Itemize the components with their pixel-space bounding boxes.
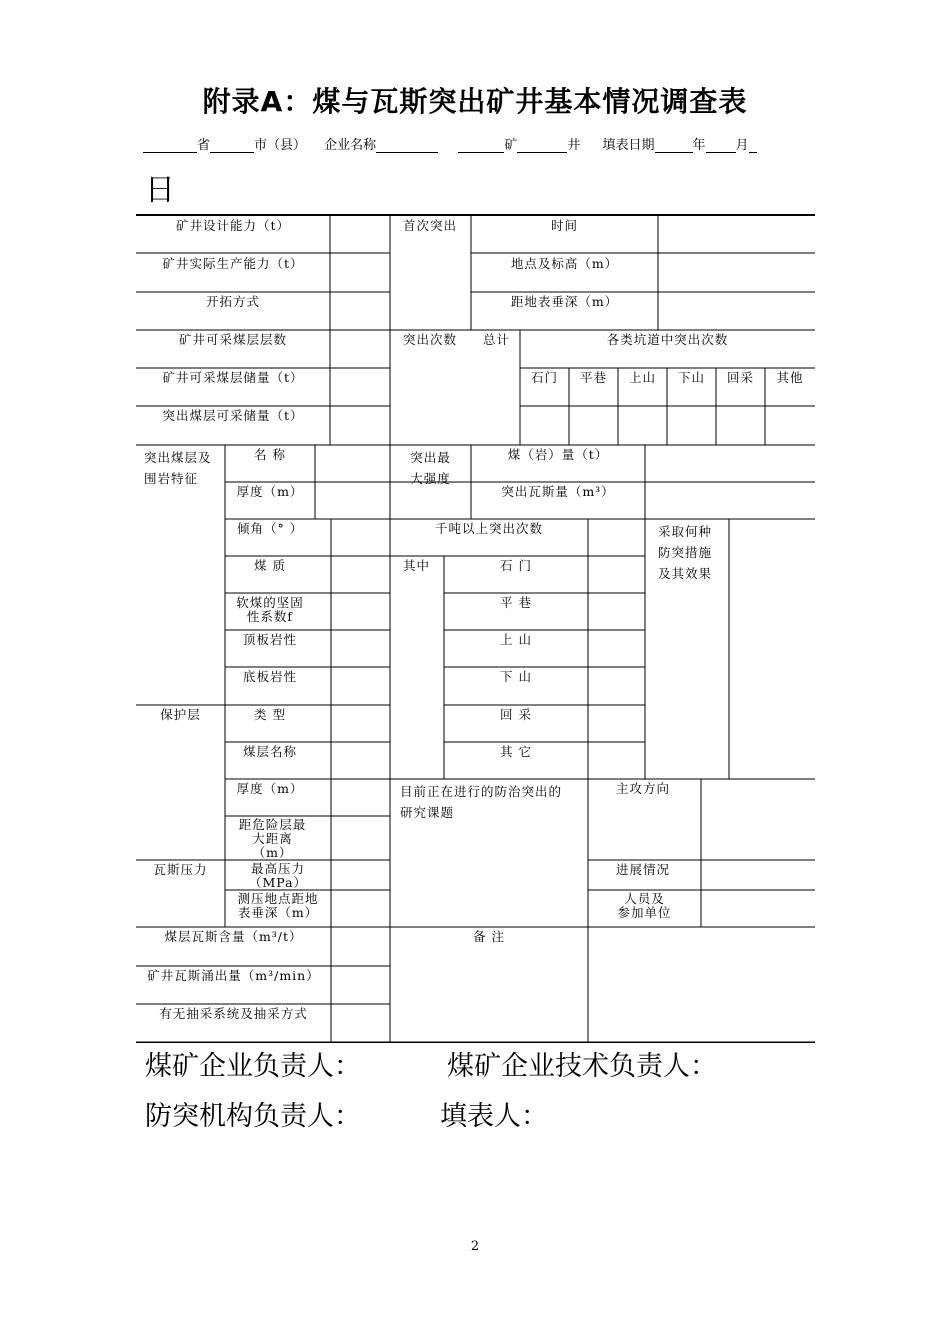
gas-pressure-label: 瓦斯压力 <box>153 862 208 877</box>
max-distance-line3: （m） <box>252 845 293 860</box>
header-fill-line <box>143 134 757 153</box>
time-label: 时间 <box>550 218 578 233</box>
research-line2: 研究课题 <box>400 805 455 820</box>
gas-amount-label: 突出瓦斯量（m³） <box>501 484 615 499</box>
max-intensity-line2: 大强度 <box>410 471 451 486</box>
gas-content-label: 煤层瓦斯含量（m³/t） <box>164 929 303 944</box>
firmness-label <box>225 596 315 624</box>
kiloton-uphill: 上 山 <box>500 632 532 647</box>
pl-seam-name-label: 煤层名称 <box>242 744 297 759</box>
day-label: 日 <box>145 173 175 208</box>
seam-features-label: 突出煤层及围岩特征 <box>144 450 212 486</box>
roadway-downhill: 下山 <box>677 370 705 385</box>
by-roadway-label: 各类坑道中突出次数 <box>606 332 729 347</box>
gas-emission-label: 矿井瓦斯涌出量（m³/min） <box>147 968 320 983</box>
day-blank[interactable] <box>749 138 757 153</box>
firmness-label-line2: 性系数f <box>246 609 294 624</box>
outburst-head-signature: 防突机构负责人： <box>145 1101 361 1132</box>
roadway-level: 平巷 <box>579 370 607 385</box>
max-intensity-label <box>390 447 471 489</box>
location-elevation-label: 地点及标高（m） <box>510 256 619 271</box>
above-kiloton-label: 千吨以上突出次数 <box>434 521 543 536</box>
max-distance-line2: 大距离 <box>252 831 293 846</box>
first-outburst-label: 首次突出 <box>403 218 458 233</box>
research-label <box>400 781 562 823</box>
mine-head-signature: 煤矿企业负责人： <box>145 1051 361 1082</box>
development-method-label: 开拓方式 <box>205 294 260 309</box>
seam-count-label: 矿井可采煤层层数 <box>178 332 287 347</box>
roadway-other: 其他 <box>776 370 804 385</box>
kiloton-downhill: 下 山 <box>500 669 532 684</box>
design-capacity-label: 矿井设计能力（t） <box>175 218 291 233</box>
protective-layer-label: 保护层 <box>160 707 201 722</box>
measures-label <box>658 521 712 584</box>
among-label: 其中 <box>403 558 431 573</box>
kiloton-crosscut: 石 门 <box>500 558 532 573</box>
actual-capacity-label: 矿井实际生产能力（t） <box>162 256 304 271</box>
month-blank[interactable] <box>706 138 736 153</box>
measures-line3: 及其效果 <box>658 566 713 581</box>
max-distance-label <box>225 818 320 860</box>
progress-label: 进展情况 <box>616 862 671 877</box>
max-distance-line1: 距危险层最 <box>238 817 307 832</box>
kiloton-mining-face: 回 采 <box>500 707 532 722</box>
personnel-label <box>588 892 701 920</box>
total-label: 总计 <box>483 332 511 347</box>
kiloton-other: 其 它 <box>500 744 532 759</box>
year-blank[interactable] <box>655 138 693 153</box>
measure-depth-label <box>225 892 331 920</box>
seam-thickness-label: 厚度（m） <box>236 484 304 499</box>
pl-type-label: 类 型 <box>254 707 286 722</box>
pl-thickness-label: 厚度（m） <box>236 781 304 796</box>
outburst-count-label: 突出次数 <box>403 332 458 347</box>
outburst-seam-reserve-label: 突出煤层可采储量（t） <box>162 408 304 423</box>
main-direction-label: 主攻方向 <box>616 781 671 796</box>
well-label: 井 <box>567 138 581 153</box>
roadway-mining-face: 回采 <box>726 370 754 385</box>
seam-name-label: 名 称 <box>254 447 286 462</box>
max-pressure-label <box>225 862 331 890</box>
coal-rock-amount-label: 煤（岩）量（t） <box>507 447 609 462</box>
personnel-line2: 参加单位 <box>617 905 672 920</box>
depth-below-surface-label: 距地表垂深（m） <box>510 294 619 309</box>
roof-label: 顶板岩性 <box>242 632 297 647</box>
page-title: 附录A：煤与瓦斯突出矿井基本情况调查表 <box>202 85 748 118</box>
tech-head-signature: 煤矿企业技术负责人： <box>447 1051 717 1082</box>
firmness-label-line1: 软煤的坚固 <box>236 595 304 610</box>
company-label: 企业名称 <box>324 138 377 153</box>
year-label: 年 <box>692 138 706 153</box>
fill-date-label: 填表日期 <box>602 138 655 153</box>
research-line1: 目前正在进行的防治突出的 <box>400 784 563 799</box>
company-blank[interactable] <box>376 138 438 153</box>
measure-depth-line2: 表垂深（m） <box>237 905 319 920</box>
province-label: 省 <box>197 138 211 153</box>
drainage-label: 有无抽采系统及抽采方式 <box>159 1006 308 1021</box>
city-blank[interactable] <box>210 138 254 153</box>
province-blank[interactable] <box>143 138 197 153</box>
month-label: 月 <box>735 138 749 153</box>
dip-angle-label: 倾角（° ） <box>237 521 304 536</box>
max-pressure-line1: 最高压力 <box>250 861 305 876</box>
kiloton-level: 平 巷 <box>500 595 532 610</box>
measures-line1: 采取何种 <box>658 524 713 539</box>
floor-label: 底板岩性 <box>242 669 297 684</box>
roadway-crosscut: 石门 <box>530 370 558 385</box>
city-label: 市（县） <box>254 138 307 153</box>
measures-line2: 防突措施 <box>658 545 713 560</box>
mine-blank[interactable] <box>458 138 504 153</box>
page-number: 2 <box>470 1239 480 1254</box>
max-pressure-line2: （MPa） <box>248 875 308 890</box>
measure-depth-line1: 测压地点距地 <box>237 891 319 906</box>
well-blank[interactable] <box>517 138 567 153</box>
remarks-label: 备 注 <box>473 929 505 944</box>
max-intensity-line1: 突出最 <box>410 450 451 465</box>
mine-label: 矿 <box>504 138 518 153</box>
filler-signature: 填表人： <box>440 1101 548 1132</box>
roadway-uphill: 上山 <box>628 370 656 385</box>
personnel-line1: 人员及 <box>624 891 665 906</box>
seam-reserve-label: 矿井可采煤层储量（t） <box>162 370 304 385</box>
coal-quality-label: 煤 质 <box>254 558 286 573</box>
